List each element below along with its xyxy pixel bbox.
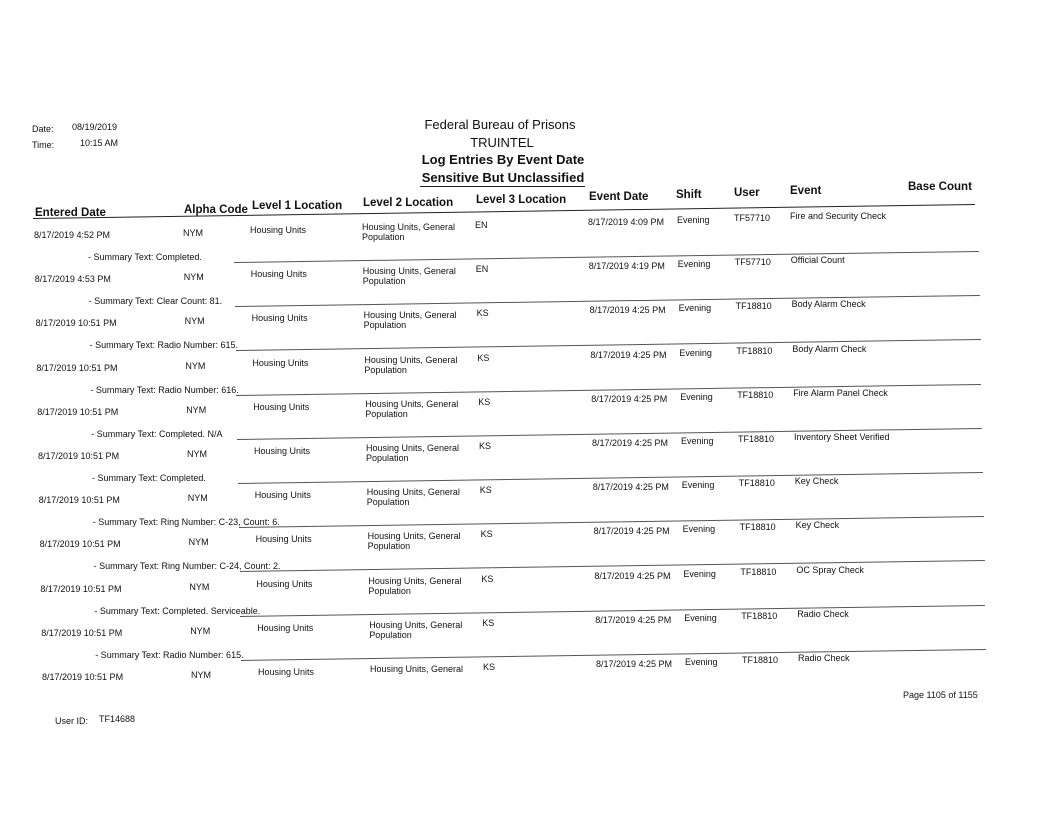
col-shift: Shift <box>676 189 702 201</box>
event-cell: Fire and Security Check <box>790 211 887 221</box>
summary-text: - Summary Text: Radio Number: 615. <box>95 649 244 660</box>
alpha-code-cell: NYM <box>189 581 210 592</box>
user-id-value: TF14688 <box>99 714 136 724</box>
col-base-count: Base Count <box>908 181 972 193</box>
shift-cell: Evening <box>681 480 715 491</box>
level3-cell: KS <box>478 396 491 407</box>
date-value: 08/19/2019 <box>72 122 118 132</box>
level1-cell: Housing Units <box>250 225 307 235</box>
time-label: Time: <box>32 140 55 150</box>
shift-cell: Evening <box>681 436 714 446</box>
level1-cell: Housing Units <box>250 269 307 280</box>
date-label: Date: <box>32 124 54 134</box>
level1-cell: Housing Units <box>255 534 312 545</box>
level2-cell: Housing Units, General Population <box>367 531 461 552</box>
shift-cell: Evening <box>679 347 712 358</box>
shift-cell: Evening <box>683 568 716 579</box>
level2-cell: Housing Units, General Population <box>368 575 462 596</box>
level2-cell: Housing Units, General Population <box>366 443 460 463</box>
user-cell: TF18810 <box>739 522 776 533</box>
shift-cell: Evening <box>680 391 713 402</box>
level1-cell: Housing Units <box>257 622 314 633</box>
user-cell: TF57710 <box>734 213 771 223</box>
level1-cell: Housing Units <box>254 490 311 501</box>
level2-cell: Housing Units, General Population <box>362 266 456 287</box>
level3-cell: KS <box>479 441 492 451</box>
level2-cell: Housing Units, General Population <box>366 487 460 508</box>
alpha-code-cell: NYM <box>184 316 205 327</box>
entered-date-cell: 8/17/2019 4:52 PM <box>34 230 111 240</box>
summary-text: - Summary Text: Completed. Serviceable. <box>94 605 261 616</box>
user-cell: TF18810 <box>737 389 774 400</box>
alpha-code-cell: NYM <box>188 537 209 548</box>
event-cell: Body Alarm Check <box>791 299 866 310</box>
event-date-cell: 8/17/2019 4:09 PM <box>588 217 665 227</box>
user-cell: TF18810 <box>738 434 775 444</box>
level3-cell: KS <box>477 352 490 363</box>
level2-cell: Housing Units, General Population <box>362 222 456 242</box>
shift-cell: Evening <box>682 524 716 535</box>
user-cell: TF18810 <box>740 566 777 577</box>
level3-cell: KS <box>480 529 493 540</box>
alpha-code-cell: NYM <box>183 228 203 238</box>
event-date-cell: 8/17/2019 4:25 PM <box>591 393 668 404</box>
user-cell: TF57710 <box>734 257 771 268</box>
alpha-code-cell: NYM <box>187 449 207 459</box>
level1-cell: Housing Units <box>258 667 315 677</box>
col-alpha-code: Alpha Code <box>184 204 248 216</box>
level2-cell: Housing Units, General Population <box>364 354 458 375</box>
level3-cell: KS <box>479 485 492 496</box>
level1-cell: Housing Units <box>252 357 309 368</box>
user-id-label: User ID: <box>55 716 89 726</box>
event-cell: OC Spray Check <box>796 564 864 575</box>
level3-cell: KS <box>476 308 489 319</box>
col-user: User <box>734 187 760 199</box>
level3-cell: EN <box>475 220 488 230</box>
user-cell: TF18810 <box>735 301 772 312</box>
summary-text: - Summary Text: Completed. <box>88 252 202 262</box>
col-event-date: Event Date <box>589 191 649 203</box>
classification-title: Sensitive But Unclassified <box>421 170 585 185</box>
summary-text: - Summary Text: Radio Number: 615. <box>89 340 238 351</box>
event-date-cell: 8/17/2019 4:25 PM <box>590 349 667 360</box>
report-title: Log Entries By Event Date <box>421 152 585 167</box>
event-date-cell: 8/17/2019 4:25 PM <box>596 659 673 669</box>
shift-cell: Evening <box>678 303 712 314</box>
event-date-cell: 8/17/2019 4:19 PM <box>588 261 665 272</box>
alpha-code-cell: NYM <box>191 670 211 680</box>
entered-date-cell: 8/17/2019 10:51 PM <box>35 318 117 329</box>
level3-cell: KS <box>482 617 495 628</box>
event-date-cell: 8/17/2019 4:25 PM <box>592 482 669 493</box>
user-cell: TF18810 <box>742 655 779 665</box>
col-level3: Level 3 Location <box>476 194 567 206</box>
entered-date-cell: 8/17/2019 10:51 PM <box>37 406 119 417</box>
summary-text: - Summary Text: Completed. N/A <box>91 428 223 439</box>
shift-cell: Evening <box>685 657 718 667</box>
entered-date-cell: 8/17/2019 10:51 PM <box>41 627 123 638</box>
user-cell: TF18810 <box>741 610 778 621</box>
event-cell: Official Count <box>790 255 845 266</box>
entered-date-cell: 8/17/2019 10:51 PM <box>40 583 122 594</box>
event-date-cell: 8/17/2019 4:25 PM <box>593 526 670 537</box>
event-date-cell: 8/17/2019 4:25 PM <box>594 570 671 581</box>
event-date-cell: 8/17/2019 4:25 PM <box>589 305 666 316</box>
alpha-code-cell: NYM <box>187 493 208 504</box>
shift-cell: Evening <box>677 215 710 225</box>
level3-cell: KS <box>481 573 494 584</box>
event-cell: Key Check <box>795 520 840 531</box>
event-date-cell: 8/17/2019 4:25 PM <box>595 614 672 625</box>
summary-text: - Summary Text: Completed. <box>92 473 206 483</box>
event-cell: Radio Check <box>798 653 850 663</box>
shift-cell: Evening <box>684 612 717 623</box>
summary-text: - Summary Text: Clear Count: 81. <box>88 296 223 307</box>
level1-cell: Housing Units <box>254 446 311 456</box>
entered-date-cell: 8/17/2019 10:51 PM <box>36 362 118 373</box>
level1-cell: Housing Units <box>253 401 310 412</box>
col-entered-date: Entered Date <box>35 207 106 219</box>
level3-cell: EN <box>475 264 489 275</box>
system-title: TRUINTEL <box>470 135 534 150</box>
event-cell: Inventory Sheet Verified <box>794 432 890 442</box>
summary-text: - Summary Text: Ring Number: C-23, Count: 6. <box>92 517 280 528</box>
entered-date-cell: 8/17/2019 4:53 PM <box>34 274 111 285</box>
event-cell: Fire Alarm Panel Check <box>793 387 888 398</box>
user-cell: TF18810 <box>738 478 775 489</box>
entered-date-cell: 8/17/2019 10:51 PM <box>38 451 120 461</box>
summary-text: - Summary Text: Radio Number: 616. <box>90 384 239 395</box>
user-cell: TF18810 <box>736 345 773 356</box>
level1-cell: Housing Units <box>256 578 313 589</box>
event-cell: Body Alarm Check <box>792 343 867 354</box>
level2-cell: Housing Units, General Population <box>363 310 457 331</box>
event-cell: Radio Check <box>797 608 849 619</box>
entered-date-cell: 8/17/2019 10:51 PM <box>42 672 124 682</box>
col-level1: Level 1 Location <box>252 200 343 212</box>
alpha-code-cell: NYM <box>186 404 207 415</box>
level3-cell: KS <box>483 662 496 672</box>
time-value: 10:15 AM <box>80 138 119 148</box>
event-date-cell: 8/17/2019 4:25 PM <box>592 438 669 448</box>
alpha-code-cell: NYM <box>190 625 211 636</box>
event-cell: Key Check <box>794 476 839 487</box>
col-event: Event <box>790 185 822 197</box>
shift-cell: Evening <box>677 259 711 270</box>
page-number: Page 1105 of 1155 <box>903 690 978 700</box>
level2-cell: Housing Units, General Population <box>365 398 459 419</box>
level2-cell: Housing Units, General <box>370 664 464 674</box>
entered-date-cell: 8/17/2019 10:51 PM <box>39 539 121 550</box>
entered-date-cell: 8/17/2019 10:51 PM <box>38 495 120 506</box>
summary-text: - Summary Text: Ring Number: C-24, Count: 2. <box>93 561 281 572</box>
alpha-code-cell: NYM <box>183 272 204 283</box>
col-level2: Level 2 Location <box>363 197 454 209</box>
alpha-code-cell: NYM <box>185 360 206 371</box>
org-title: Federal Bureau of Prisons <box>424 117 576 132</box>
level2-cell: Housing Units, General Population <box>369 619 463 640</box>
level1-cell: Housing Units <box>251 313 308 324</box>
